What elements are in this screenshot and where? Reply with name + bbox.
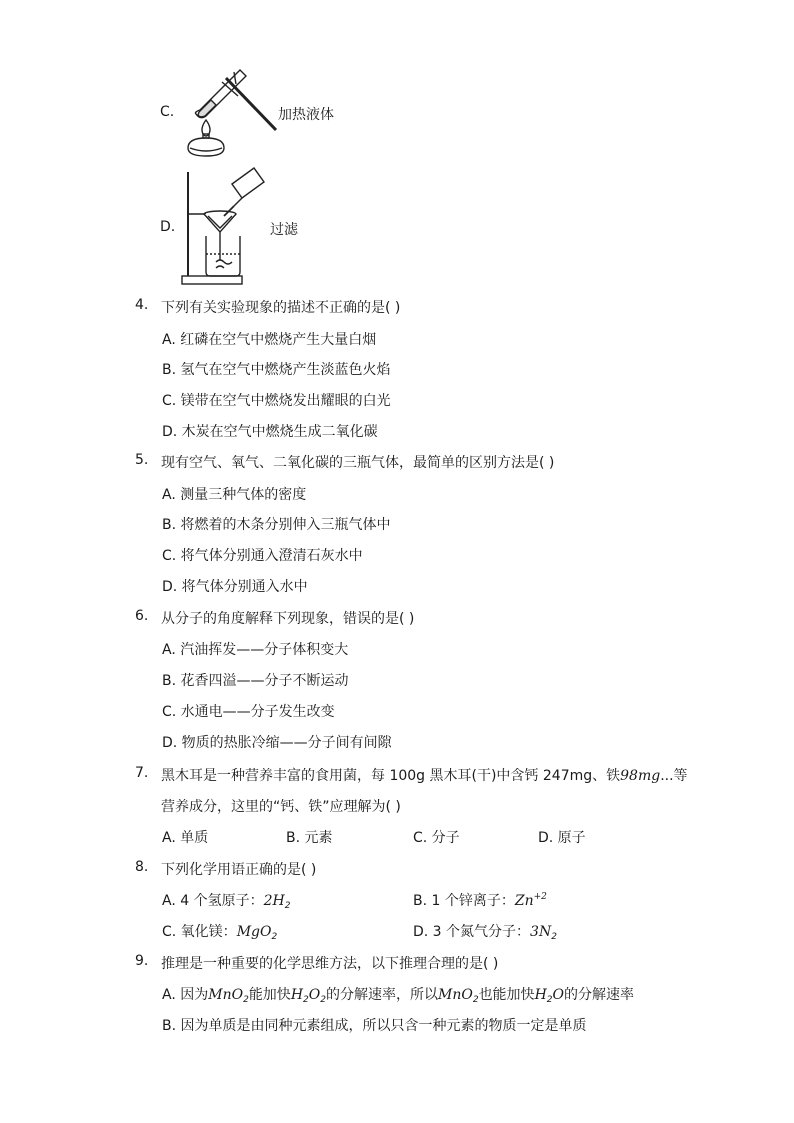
option-text: 的分解速率	[564, 987, 634, 1003]
subscript: 2	[303, 995, 309, 1005]
option-b: B. 氢气在空气中燃烧产生淡蓝色火焰	[162, 362, 391, 378]
option-text: 能加快	[248, 987, 291, 1003]
option-text: C. 氧化镁：	[162, 924, 237, 940]
option-a	[162, 890, 290, 911]
formula: H	[290, 987, 304, 1003]
formula: 3N	[530, 924, 552, 940]
stem-text: 黑木耳是一种营养丰富的食用菌，每 100g 黑木耳(干)中含钙 247mg、铁	[161, 768, 621, 784]
question-number: 9.	[135, 953, 149, 969]
subscript: 2	[472, 995, 479, 1005]
question-stem: 现有空气、氧气、二氧化碳的三瓶气体，最简单的区别方法是( )	[161, 455, 555, 471]
option-text: 的分解速率，所以	[325, 987, 438, 1003]
option-a	[162, 984, 634, 1005]
option-a: A. 红磷在空气中燃烧产生大量白烟	[162, 332, 377, 348]
formula: O	[308, 987, 321, 1003]
option-b: B. 花香四溢——分子不断运动	[162, 673, 349, 689]
question-stem-line2: 营养成分，这里的“钙、铁”应理解为( )	[161, 799, 401, 815]
question-number: 8.	[135, 859, 149, 875]
option-c: C. 水通电——分子发生改变	[162, 704, 335, 720]
option-a: A. 单质	[162, 830, 209, 846]
filtration-illustration	[180, 164, 272, 288]
subscript: 2	[271, 932, 278, 942]
formula: Zn	[514, 893, 534, 909]
option-b: B. 将燃着的木条分别伸入三瓶气体中	[162, 517, 391, 533]
question-stem: 下列有关实验现象的描述不正确的是( )	[161, 300, 401, 316]
formula: MgO	[236, 924, 272, 940]
formula: MnO	[208, 987, 244, 1003]
subscript: 2	[320, 995, 326, 1005]
question-number: 6.	[135, 608, 149, 624]
option-d: D. 将气体分别通入水中	[162, 579, 308, 595]
option-text: A. 因为	[162, 987, 209, 1003]
option-text: 也能加快	[478, 987, 535, 1003]
figure-c-caption: 加热液体	[278, 107, 334, 123]
formula: MnO	[437, 987, 473, 1003]
option-a: A. 测量三种气体的密度	[162, 487, 307, 503]
option-text: A. 4 个氢原子：	[162, 893, 264, 909]
question-stem-line1	[161, 765, 688, 785]
question-stem: 推理是一种重要的化学思维方法，以下推理合理的是( )	[161, 956, 499, 972]
formula: O	[552, 987, 564, 1003]
option-b: B. 元素	[286, 830, 333, 846]
option-b	[413, 890, 547, 910]
option-d	[413, 921, 557, 942]
question-stem: 从分子的角度解释下列现象，错误的是( )	[161, 611, 415, 627]
option-text: B. 1 个锌离子：	[413, 893, 515, 909]
option-d: D. 原子	[538, 830, 586, 846]
option-c: C. 镁带在空气中燃烧发出耀眼的白光	[162, 393, 391, 409]
option-d: D. 物质的热胀冷缩——分子间有间隙	[162, 735, 392, 751]
option-c: C. 将气体分别通入澄清石灰水中	[162, 548, 363, 564]
option-c: C. 分子	[413, 830, 460, 846]
figure-d-caption: 过滤	[270, 222, 298, 238]
subscript: 2	[284, 901, 291, 911]
question-number: 5.	[135, 452, 149, 468]
subscript: 2	[551, 932, 557, 942]
stem-math: 98mg	[620, 768, 661, 784]
superscript: +2	[533, 892, 547, 902]
option-text: D. 3 个氮气分子：	[413, 924, 531, 940]
stem-text-end: ...等	[660, 768, 688, 784]
figure-d-letter: D.	[160, 219, 176, 235]
question-stem: 下列化学用语正确的是( )	[161, 862, 317, 878]
subscript: 2	[243, 995, 249, 1005]
figure-c-letter: C.	[160, 104, 175, 120]
formula: 2H	[263, 893, 285, 909]
question-number: 7.	[135, 765, 149, 781]
option-c	[162, 921, 277, 942]
option-b: B. 因为单质是由同种元素组成，所以只含一种元素的物质一定是单质	[162, 1018, 587, 1034]
subscript: 2	[546, 995, 553, 1005]
heating-liquid-illustration	[178, 62, 278, 162]
option-a: A. 汽油挥发——分子体积变大	[162, 642, 349, 658]
question-number: 4.	[135, 297, 149, 313]
formula: H	[534, 987, 547, 1003]
option-d: D. 木炭在空气中燃烧生成二氧化碳	[162, 424, 378, 440]
